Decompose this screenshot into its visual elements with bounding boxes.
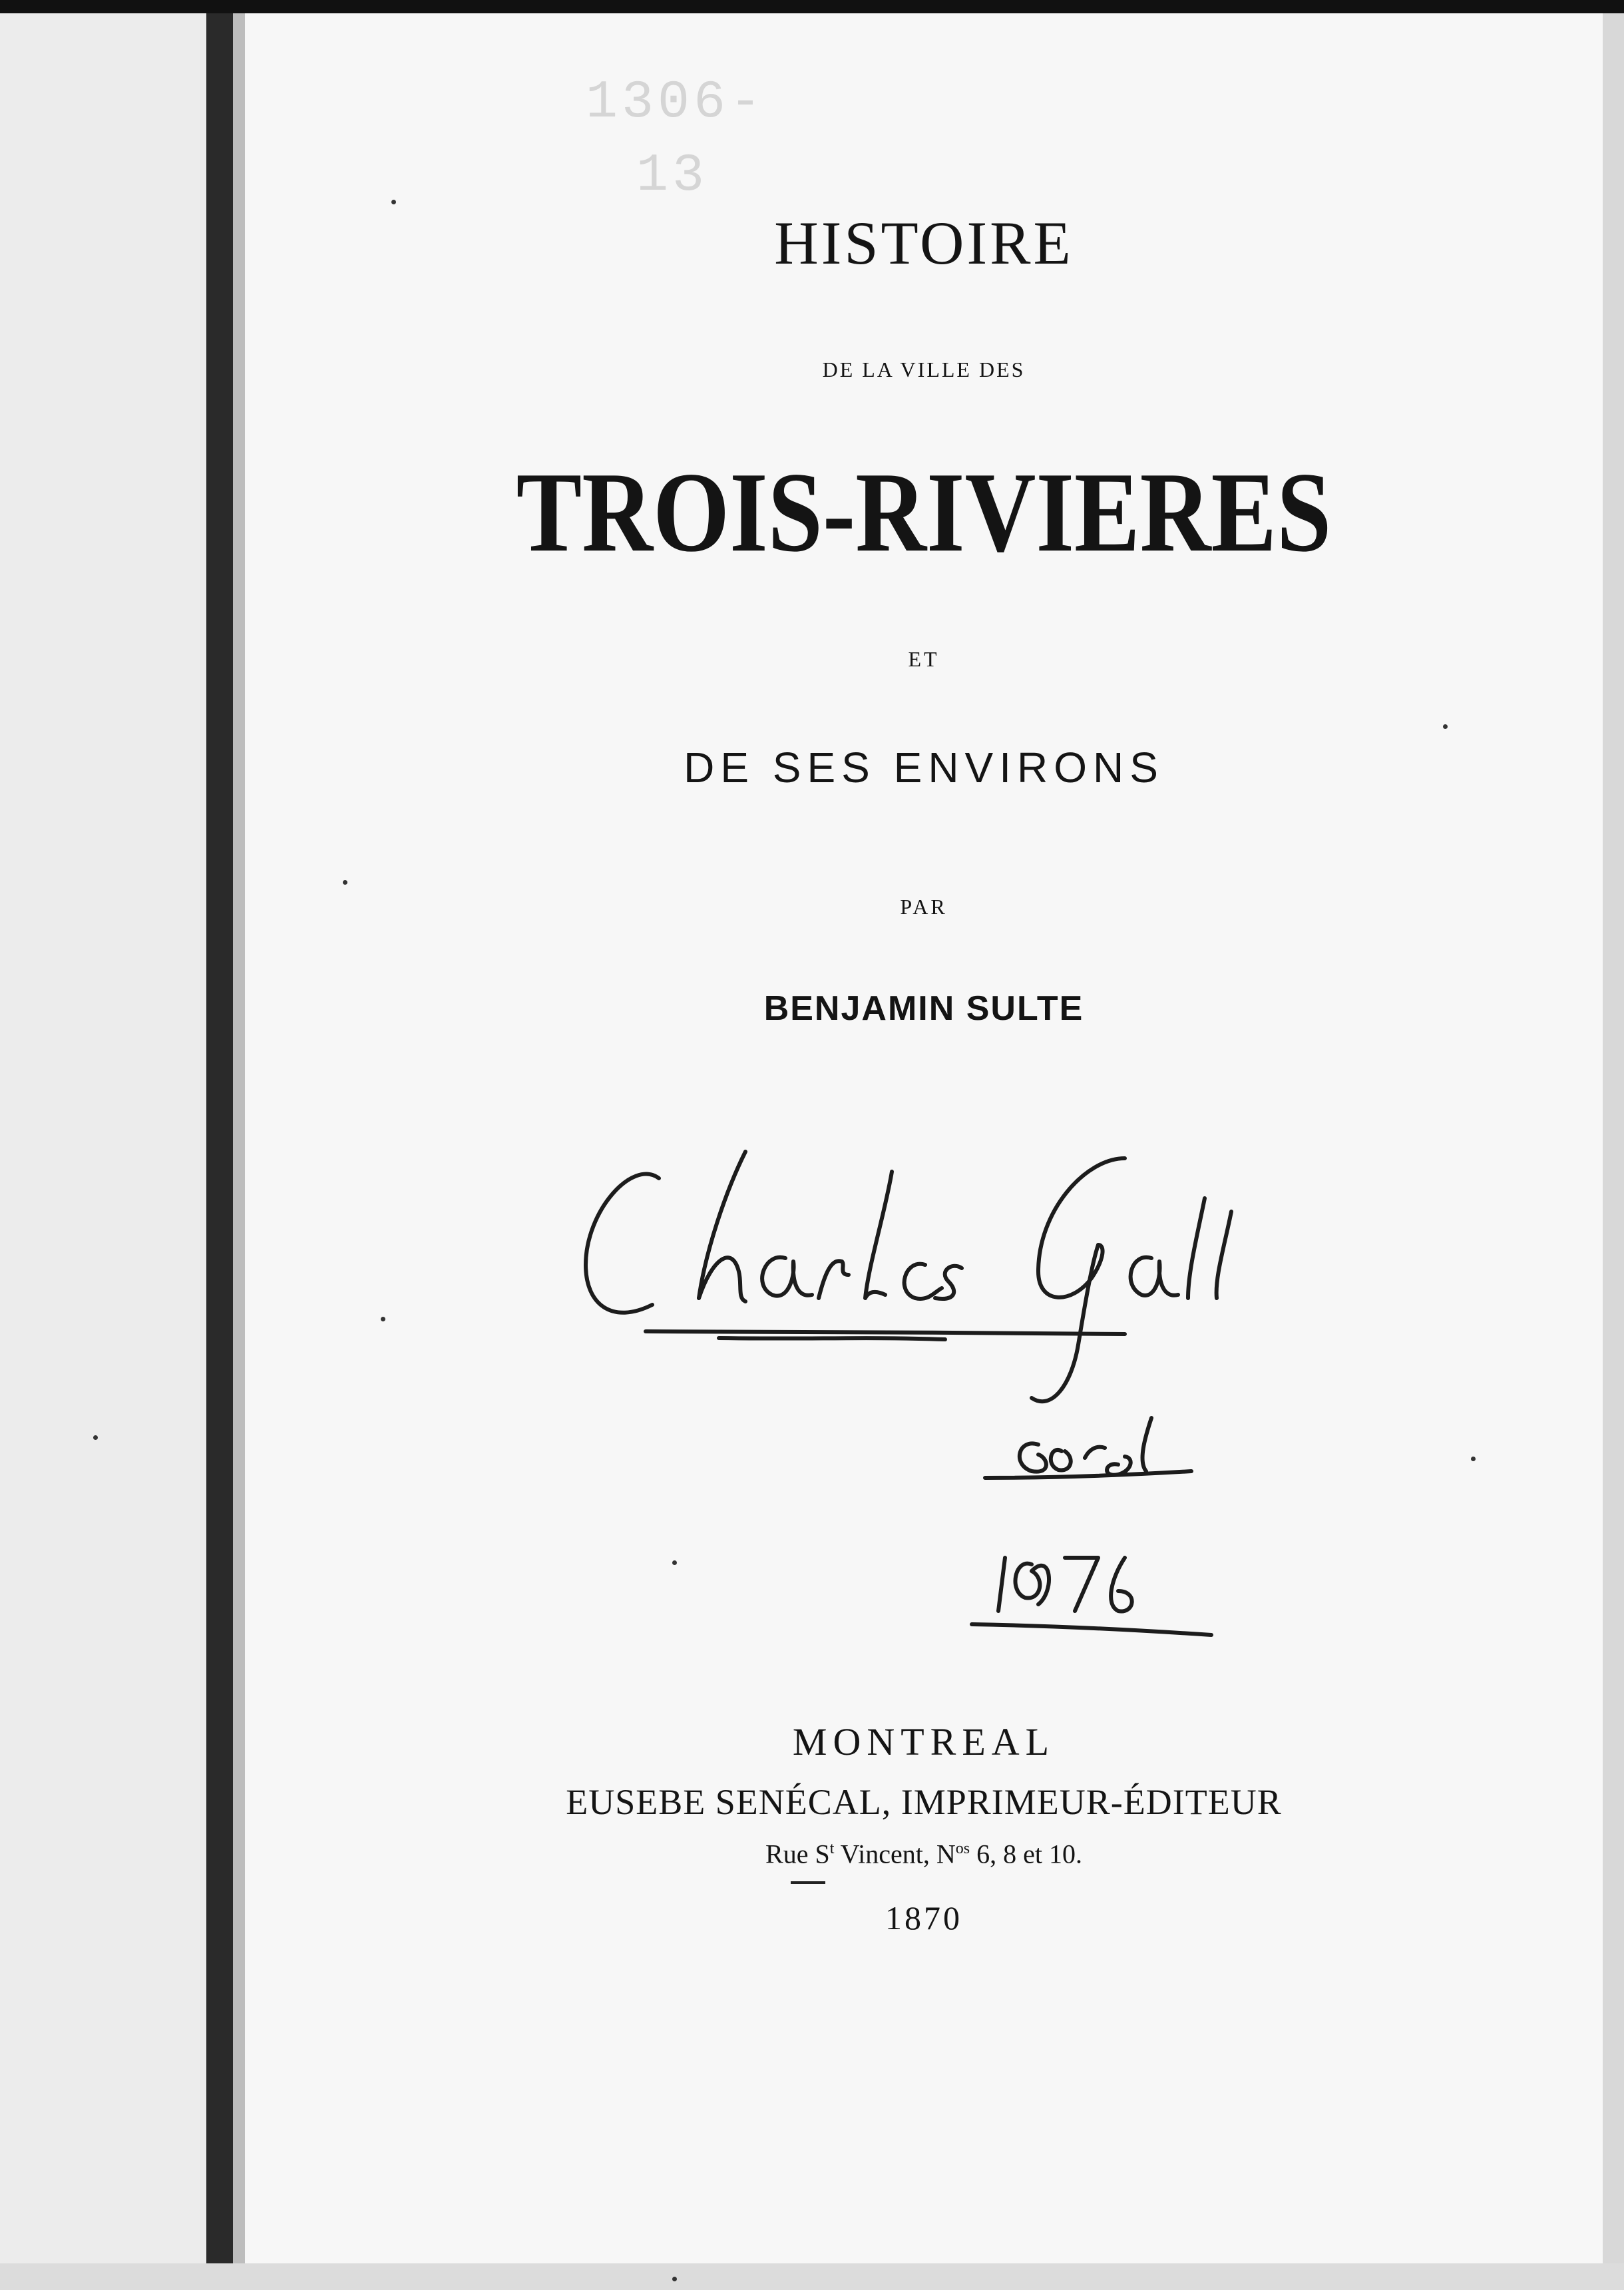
imprint-year: 1870 xyxy=(885,1899,962,1937)
dust-speck xyxy=(1443,724,1448,729)
dust-speck xyxy=(672,1560,677,1565)
address-superscript: os xyxy=(955,1840,970,1857)
main-title: TROIS-RIVIERES xyxy=(516,449,1332,576)
author-name: BENJAMIN SULTE xyxy=(763,989,1084,1028)
dust-speck xyxy=(93,1435,98,1440)
left-page-edge xyxy=(0,13,206,2290)
address-part: Rue S xyxy=(765,1839,830,1869)
address-part: Vincent, N xyxy=(834,1839,956,1869)
imprint-rule xyxy=(791,1881,825,1884)
gutter-shadow xyxy=(233,13,245,2290)
faded-stamp-number: 1306-13 xyxy=(586,73,766,206)
scan-top-border xyxy=(0,0,1624,13)
title-et: ET xyxy=(908,647,940,671)
scan-bottom-edge xyxy=(0,2263,1624,2290)
bleed-through-text xyxy=(373,1019,1291,1132)
handwritten-inscription xyxy=(572,1132,1278,1638)
subtitle: DE SES ENVIRONS xyxy=(684,744,1164,792)
address-superscript: t xyxy=(829,1840,835,1857)
dust-speck xyxy=(391,200,396,204)
imprint-address xyxy=(245,1831,1603,1867)
address-part: 6, 8 et 10. xyxy=(970,1839,1082,1869)
title-de-la-ville: DE LA VILLE DES xyxy=(822,357,1026,381)
bleed-through-letter xyxy=(0,1025,53,1105)
book-gutter xyxy=(206,13,233,2290)
title-histoire: HISTOIRE xyxy=(774,209,1074,277)
imprint-city: MONTREAL xyxy=(792,1720,1056,1763)
dust-speck xyxy=(1471,1457,1476,1461)
dust-speck xyxy=(672,2277,677,2281)
dust-speck xyxy=(381,1317,385,1321)
by-line-par: PAR xyxy=(900,895,948,919)
dust-speck xyxy=(343,880,347,885)
imprint-publisher: EUSEBE SENÉCAL, IMPRIMEUR-ÉDITEUR xyxy=(566,1782,1282,1822)
right-page-edge xyxy=(1603,13,1624,2290)
